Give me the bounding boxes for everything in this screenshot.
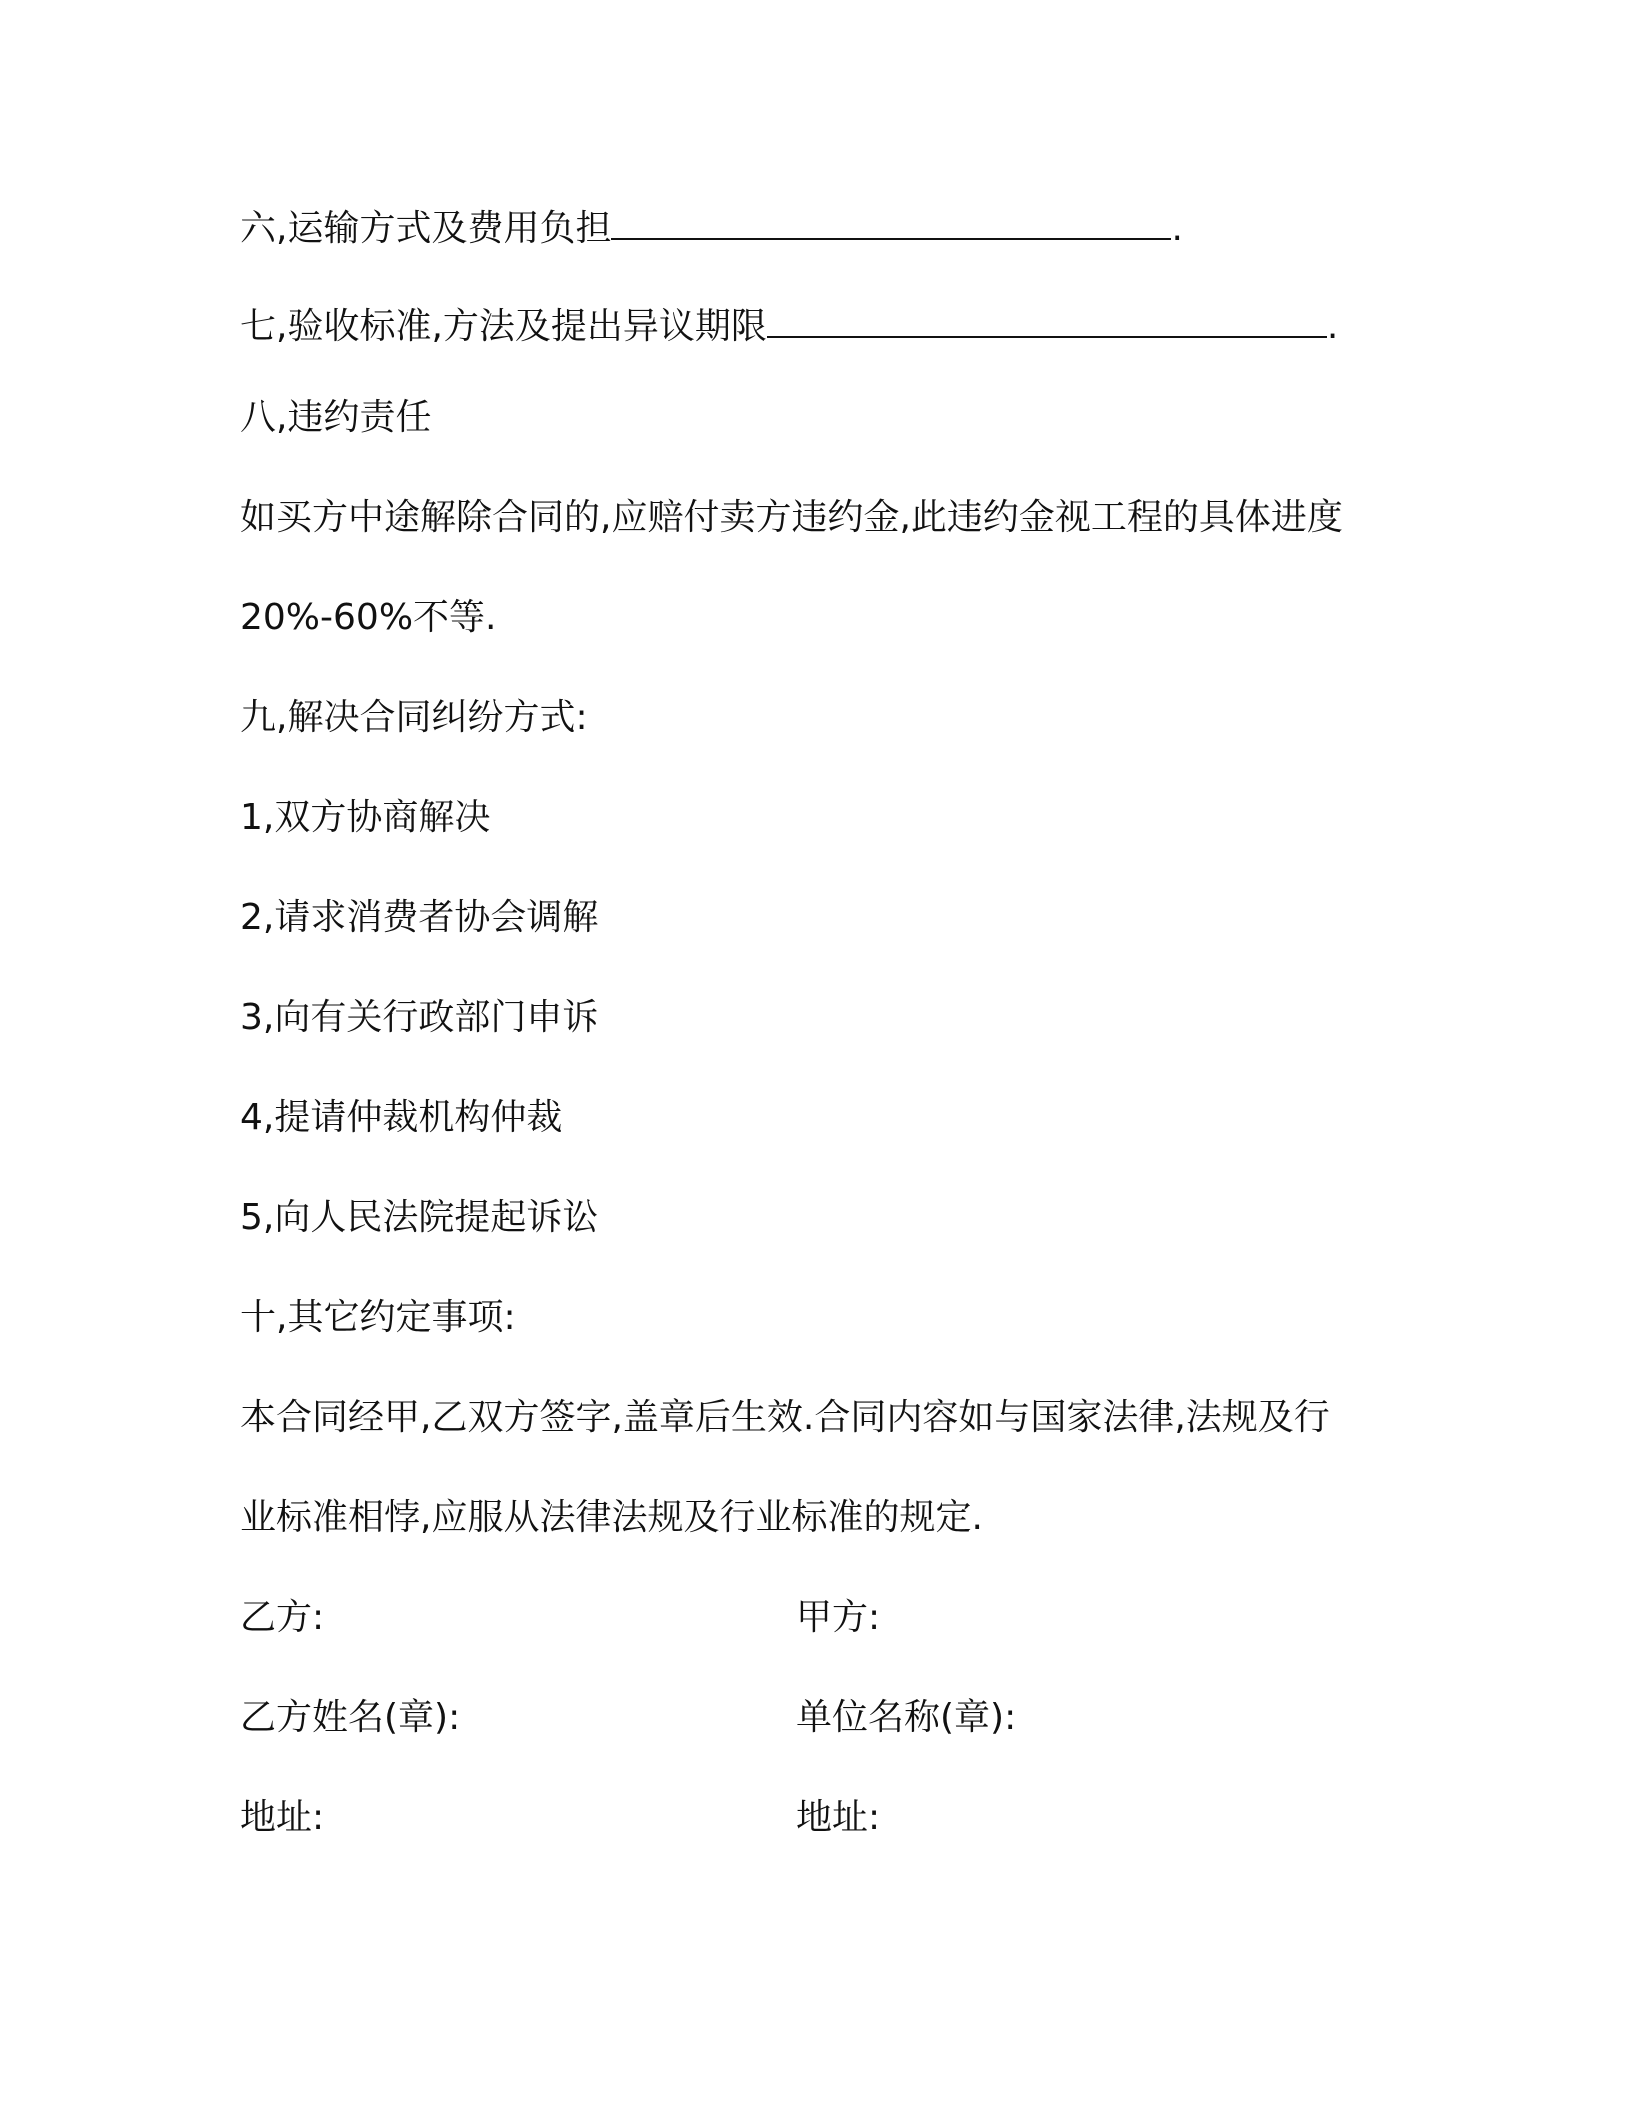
clause-7: [240, 302, 1338, 349]
clause-10-body-line-1: 本合同经甲,乙双方签字,盖章后生效.合同内容如与国家法律,法规及行: [240, 1397, 1330, 1438]
clause-10-title: 十,其它约定事项:: [240, 1297, 516, 1338]
clause-8-body-line-1: 如买方中途解除合同的,应赔付卖方违约金,此违约金视工程的具体进度: [240, 497, 1343, 538]
party-b-label: 乙方:: [240, 1597, 325, 1638]
clause-6: [240, 204, 1183, 251]
clause-7-end: .: [1326, 306, 1339, 347]
clause-10-body-line-2: 业标准相悖,应服从法律法规及行业标准的规定.: [240, 1497, 983, 1538]
clause-7-text: 七,验收标准,方法及提出异议期限: [240, 306, 767, 347]
party-b-address-label: 地址:: [240, 1797, 325, 1838]
clause-6-text: 六,运输方式及费用负担: [240, 208, 612, 249]
list-item: 3,向有关行政部门申诉: [240, 997, 599, 1038]
clause-7-blank: [767, 302, 1327, 338]
list-item: 4,提请仲裁机构仲裁: [240, 1097, 563, 1138]
clause-8-body-line-2: 20%-60%不等.: [240, 597, 497, 638]
list-item: 5,向人民法院提起诉讼: [240, 1197, 599, 1238]
clause-9-title: 九,解决合同纠纷方式:: [240, 697, 588, 738]
party-b-name-label: 乙方姓名(章):: [240, 1697, 461, 1738]
party-a-label: 甲方:: [796, 1597, 881, 1638]
clause-8-title: 八,违约责任: [240, 397, 432, 438]
party-a-address-label: 地址:: [796, 1797, 881, 1838]
clause-6-blank: [611, 204, 1171, 240]
party-a-unit-label: 单位名称(章):: [796, 1697, 1017, 1738]
list-item: 1,双方协商解决: [240, 797, 491, 838]
clause-6-end: .: [1171, 208, 1183, 249]
list-item: 2,请求消费者协会调解: [240, 897, 599, 938]
